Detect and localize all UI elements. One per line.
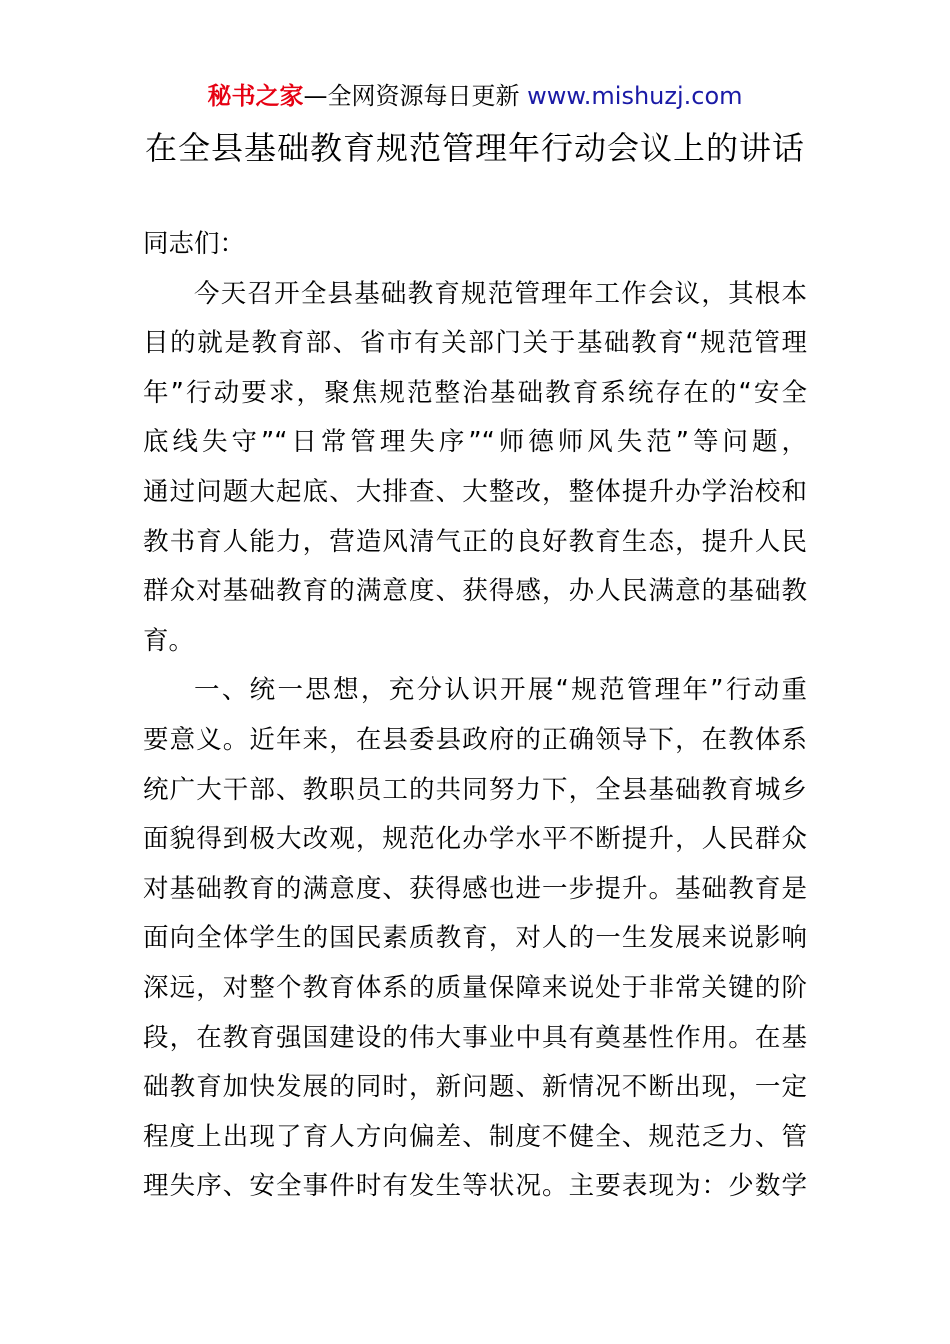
site-url-link[interactable]: www.mishuzj.com [527,82,743,110]
paragraph-2 [143,666,807,1212]
text-line: 深远，对整个教育体系的质量保障来说处于非常关键的阶 [143,972,807,1003]
text-line: 底线失守”“日常管理失序”“师德师风失范”等问题， [143,427,807,458]
text-line: 程度上出现了育人方向偏差、制度不健全、规范乏力、管 [143,1121,807,1152]
text-line: 统广大干部、教职员工的共同努力下，全县基础教育城乡 [143,774,807,805]
document-title: 在全县基础教育规范管理年行动会议上的讲话 [144,129,805,167]
text-line: 面貌得到极大改观，规范化办学水平不断提升，人民群众 [143,824,807,855]
text-line: 通过问题大起底、大排查、大整改，整体提升办学治校和 [143,476,807,507]
text-line: 理失序、安全事件时有发生等状况。主要表现为：少数学 [143,1171,807,1202]
text-line: 面向全体学生的国民素质教育，对人的一生发展来说影响 [143,923,807,954]
site-header [0,80,950,112]
text-line: 教书育人能力，营造风清气正的良好教育生态，提升人民 [143,526,807,557]
site-brand: 秘书之家 [207,82,304,110]
text-line: 育。 [143,625,195,656]
text-line: 对基础教育的满意度、获得感也进一步提升。基础教育是 [143,873,807,904]
text-line: 今天召开全县基础教育规范管理年工作会议，其根本 [194,278,807,309]
text-line: 目的就是教育部、省市有关部门关于基础教育“规范管理 [143,328,807,359]
site-tagline: —全网资源每日更新 [303,82,528,110]
document-body [143,220,807,1212]
text-line: 群众对基础教育的满意度、获得感，办人民满意的基础教 [143,576,807,607]
salutation: 同志们： [143,229,246,259]
text-line: 一、统一思想，充分认识开展“规范管理年”行动重 [194,675,807,706]
text-line: 要意义。近年来，在县委县政府的正确领导下，在教体系 [143,724,807,755]
text-line: 年”行动要求，聚焦规范整治基础教育系统存在的“安全 [143,377,807,408]
text-line: 础教育加快发展的同时，新问题、新情况不断出现，一定 [143,1072,807,1103]
paragraph-1 [143,270,807,667]
text-line: 段，在教育强国建设的伟大事业中具有奠基性作用。在基 [143,1022,807,1053]
